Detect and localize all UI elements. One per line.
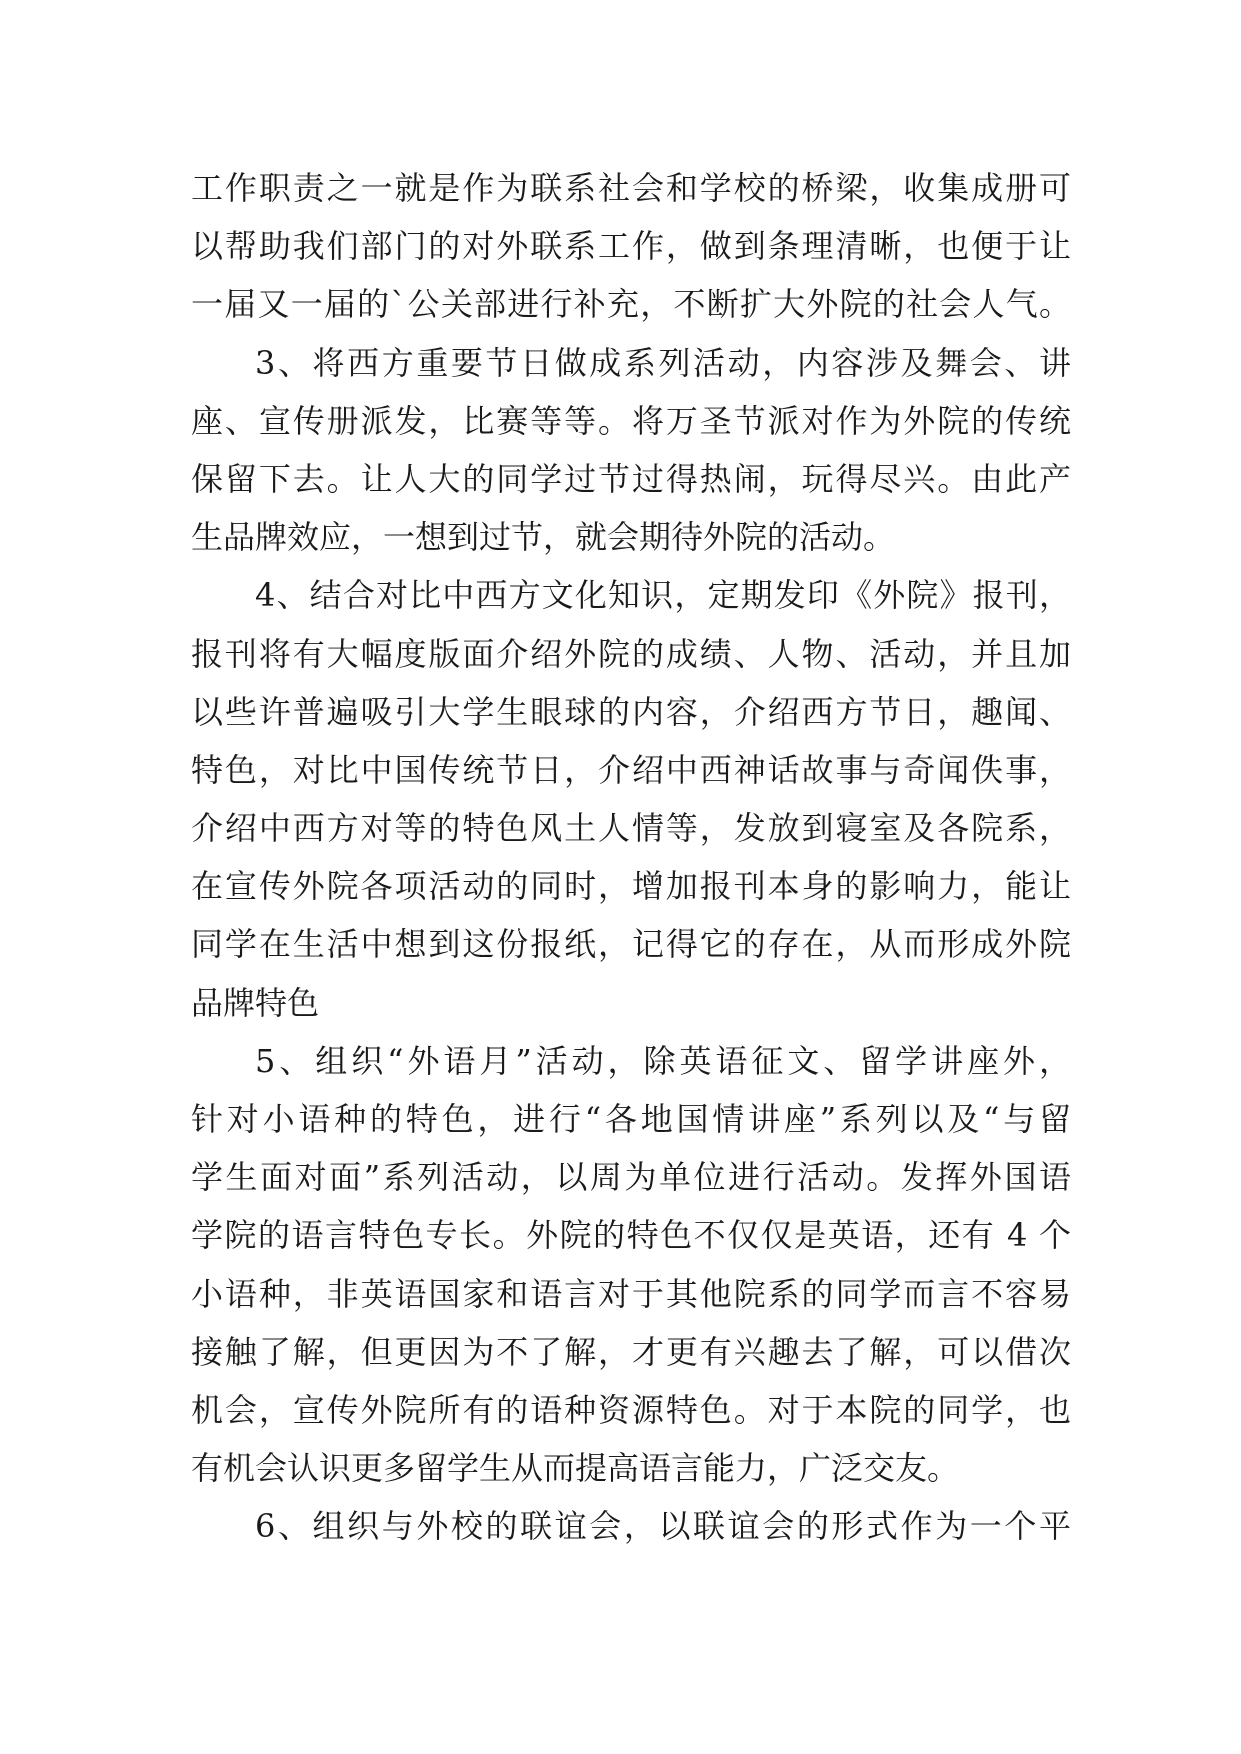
paragraph-first-line: 4、结合对比中西方文化知识，定期发印《外院》报刊， — [255, 576, 1071, 615]
text-line: 座、宣传册派发，比赛等等。将万圣节派对作为外院的传统 — [191, 401, 1071, 440]
text-line: 针对小语种的特色，进行“各地国情讲座”系列以及“与留 — [191, 1100, 1071, 1138]
text-line: 小语种，非英语国家和语言对于其他院系的同学而言不容易 — [191, 1274, 1071, 1313]
text-line: 保留下去。让人大的同学过节过得热闹，玩得尽兴。由此产 — [191, 459, 1071, 498]
text-line: 接触了解，但更因为不了解，才更有兴趣去了解，可以借次 — [191, 1332, 1071, 1371]
text-line: 在宣传外院各项活动的同时，增加报刊本身的影响力，能让 — [191, 867, 1071, 906]
text-line: 以帮助我们部门的对外联系工作，做到条理清晰，也便于让 — [191, 227, 1071, 266]
text-line: 介绍中西方对等的特色风土人情等，发放到寝室及各院系， — [191, 809, 1071, 848]
body-text — [191, 159, 1071, 1556]
text-line: 同学在生活中想到这份报纸，记得它的存在，从而形成外院 — [191, 925, 1071, 964]
text-line: 机会，宣传外院所有的语种资源特色。对于本院的同学，也 — [191, 1390, 1071, 1429]
text-line: 学院的语言特色专长。外院的特色不仅仅是英语，还有 4 个 — [191, 1216, 1071, 1255]
text-line: 生品牌效应，一想到过节，就会期待外院的活动。 — [191, 518, 896, 557]
paragraph-first-line: 6、组织与外校的联谊会，以联谊会的形式作为一个平 — [255, 1507, 1071, 1546]
text-line: 工作职责之一就是作为联系社会和学校的桥梁，收集成册可 — [191, 169, 1071, 207]
text-line: 报刊将有大幅度版面介绍外院的成绩、人物、活动，并且加 — [191, 634, 1071, 673]
text-line: 以些许普遍吸引大学生眼球的内容，介绍西方节日，趣闻、 — [191, 692, 1071, 731]
text-line: 有机会认识更多留学生从而提高语言能力，广泛交友。 — [191, 1449, 960, 1488]
text-line: 特色，对比中国传统节日，介绍中西神话故事与奇闻佚事， — [191, 750, 1071, 789]
paragraph-first-line: 3、将西方重要节日做成系列活动，内容涉及舞会、讲 — [255, 343, 1071, 382]
text-line: 一届又一届的`公关部进行补充，不断扩大外院的社会人气。 — [191, 285, 1071, 324]
text-line: 学生面对面”系列活动，以周为单位进行活动。发挥外国语 — [191, 1158, 1071, 1197]
text-line: 品牌特色 — [191, 983, 320, 1022]
paragraph-first-line: 5、组织“外语月”活动，除英语征文、留学讲座外， — [255, 1041, 1071, 1080]
